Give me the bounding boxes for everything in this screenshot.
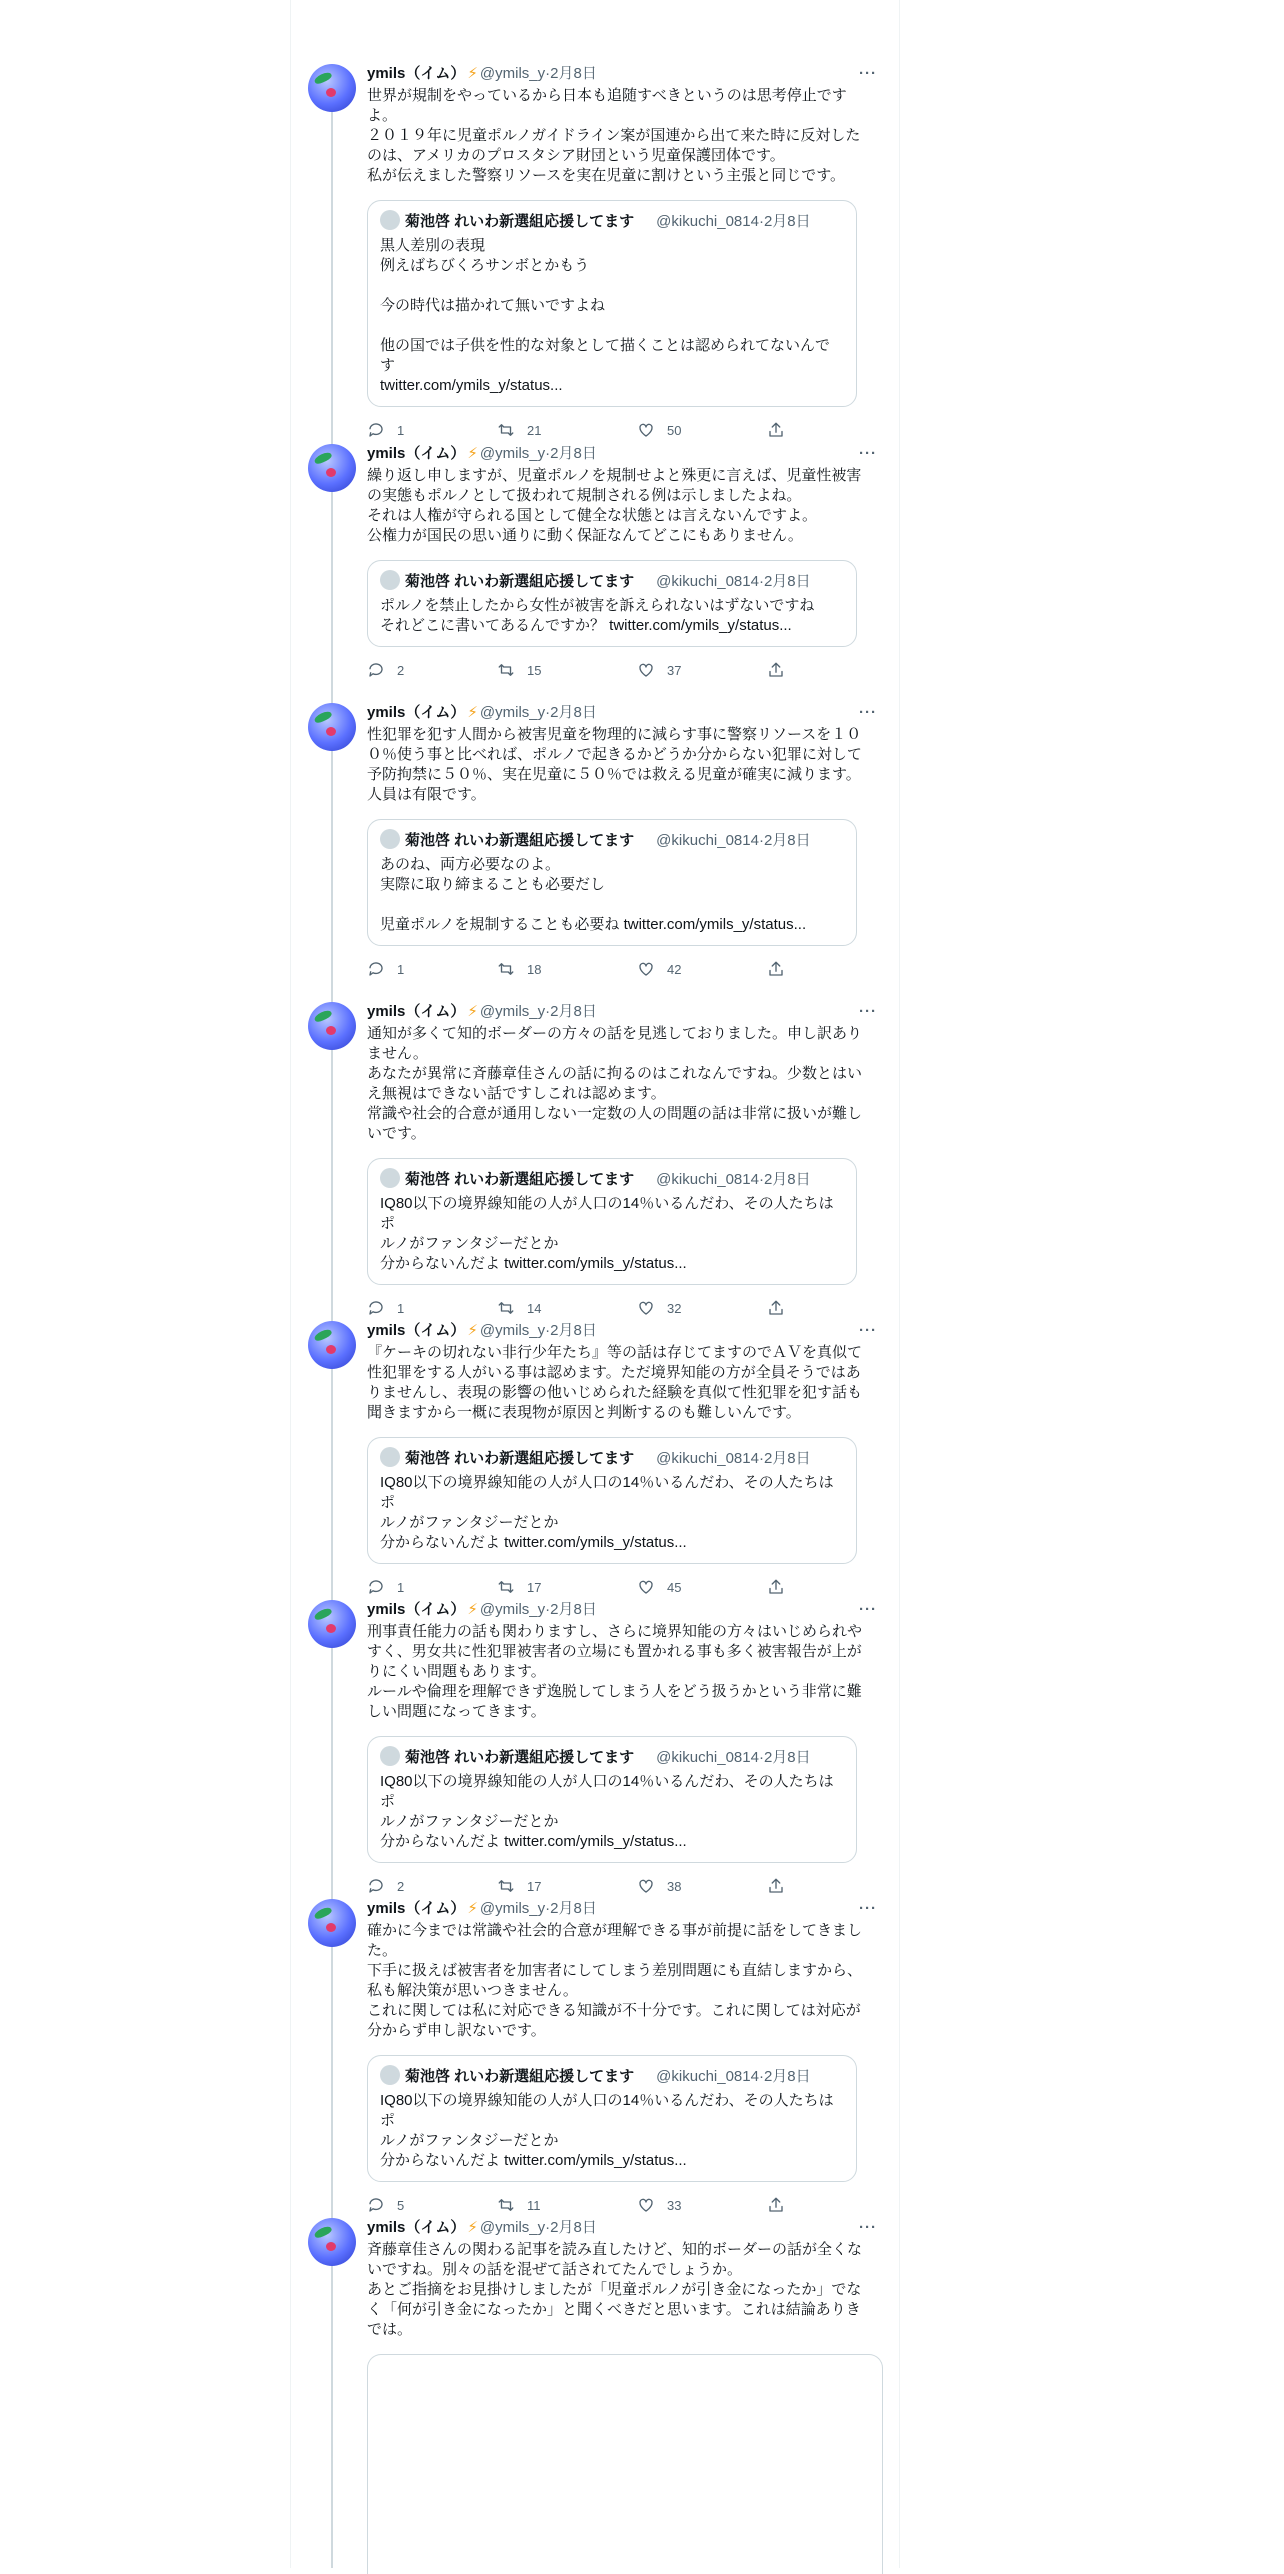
- reply-icon: [367, 1578, 385, 1596]
- like-count: 50: [667, 422, 682, 438]
- quoted-author-handle: @kikuchi_0814: [656, 573, 759, 590]
- tweet-text: 繰り返し申しますが、児童ポルノを規制せよと殊更に言えば、児童性被害 の実態もポルノとして扱われて規制される例は示しましたよね。 それは人権が守られる国として健全な状態とは言えないんですよ。 公権力が国民の思い通りに動く保証なんてどこにもありません。: [367, 467, 862, 544]
- retweet-button[interactable]: [497, 2196, 541, 2214]
- quoted-tweet-date: 2月8日: [763, 832, 811, 849]
- author-name[interactable]: ymils（イム）: [367, 704, 466, 721]
- retweet-count: 15: [527, 662, 542, 678]
- separator-dot: ·: [758, 2068, 764, 2085]
- reply-button[interactable]: [367, 2196, 404, 2214]
- quoted-tweet-header: [380, 2065, 844, 2087]
- tweet-actions: [367, 421, 883, 441]
- like-count: 42: [667, 961, 682, 977]
- more-options-icon[interactable]: ···: [859, 2219, 877, 2236]
- retweet-button[interactable]: [497, 1578, 541, 1596]
- quoted-tweet[interactable]: [367, 1437, 857, 1564]
- quoted-author-name: 菊池啓 れいわ新選組応援してます: [405, 213, 635, 230]
- quoted-tweet-header: [380, 1168, 844, 1190]
- tweet-header: [367, 1600, 883, 1620]
- retweet-count: 18: [527, 961, 542, 977]
- share-icon: [767, 1299, 785, 1317]
- quoted-tweet-date: 2月8日: [763, 213, 811, 230]
- quoted-author-name: 菊池啓 れいわ新選組応援してます: [405, 1171, 635, 1188]
- separator-dot: ·: [758, 1749, 764, 1766]
- like-button[interactable]: [637, 2196, 681, 2214]
- like-button[interactable]: [637, 1299, 681, 1317]
- tweet-text: 世界が規制をやっているから日本も追随すべきというのは思考停止です よ。 ２０１９年に児童ポルノガイドライン案が国連から出て来た時に反対した のは、アメリカのプロスタシア財団という児童保護団体です。 私が伝えました警察リソースを実在児童に割けという主張と同じです。: [367, 87, 861, 184]
- more-options-icon[interactable]: ···: [859, 1003, 877, 1020]
- separator-dot: ·: [758, 1450, 764, 1467]
- heart-icon: [637, 960, 655, 978]
- quoted-author-name: 菊池啓 れいわ新選組応援してます: [405, 1749, 635, 1766]
- retweet-icon: [497, 1299, 515, 1317]
- quoted-tweet-date: 2月8日: [763, 1749, 811, 1766]
- quoted-tweet-date: 2月8日: [763, 1450, 811, 1467]
- retweet-icon: [497, 1877, 515, 1895]
- reply-icon: [367, 1877, 385, 1895]
- author-name[interactable]: ymils（イム）: [367, 1900, 466, 1917]
- quoted-author-handle: @kikuchi_0814: [656, 832, 759, 849]
- heart-icon: [637, 2196, 655, 2214]
- tweet-header: [367, 703, 883, 723]
- reply-count: 1: [397, 1300, 405, 1316]
- share-icon: [767, 1578, 785, 1596]
- quoted-tweet-header: [380, 1746, 844, 1768]
- quoted-tweet-text: あのね、両方必要なのよ。 実際に取り締まることも必要だし 児童ポルノを規制することも必要ね twitter.com/ymils_y/status...: [380, 856, 807, 933]
- reply-button[interactable]: [367, 661, 404, 679]
- media-preview[interactable]: [367, 2354, 883, 2574]
- author-handle[interactable]: @ymils_y: [479, 704, 546, 721]
- author-handle[interactable]: @ymils_y: [479, 445, 546, 462]
- share-icon: [767, 960, 785, 978]
- reply-count: 2: [397, 1878, 405, 1894]
- reply-button[interactable]: [367, 1877, 404, 1895]
- tweet-actions: [367, 1877, 883, 1897]
- bolt-icon: ⚡: [467, 1003, 478, 1020]
- author-handle[interactable]: @ymils_y: [479, 1601, 546, 1618]
- share-button[interactable]: [767, 1877, 797, 1895]
- tweet-date[interactable]: 2月8日: [550, 65, 597, 82]
- tweet-header: [367, 64, 883, 84]
- quoted-author-handle: @kikuchi_0814: [656, 1450, 759, 1467]
- like-button[interactable]: [637, 661, 681, 679]
- like-button[interactable]: [637, 960, 681, 978]
- separator-dot: ·: [545, 1003, 551, 1020]
- author-name[interactable]: ymils（イム）: [367, 1003, 466, 1020]
- more-options-icon[interactable]: ···: [859, 65, 877, 82]
- thread-line: [331, 66, 333, 2568]
- retweet-count: 11: [527, 2197, 541, 2213]
- avatar[interactable]: [308, 64, 356, 112]
- quoted-tweet-text: IQ80以下の境界線知能の人が人口の14％いるんだわ、その人たちはポ ルノがファンタジーだとか 分からないんだよ twitter.com/ymils_y/status...: [380, 1195, 834, 1272]
- like-count: 37: [667, 662, 682, 678]
- quoted-avatar: [380, 570, 400, 590]
- more-options-icon[interactable]: ···: [859, 1601, 877, 1618]
- heart-icon: [637, 1299, 655, 1317]
- quoted-author-handle: @kikuchi_0814: [656, 213, 759, 230]
- like-button[interactable]: [637, 1578, 681, 1596]
- tweet-text: 確かに今までは常識や社会的合意が理解できる事が前提に話をしてきまし た。 下手に扱えば被害者を加害者にしてしまう差別問題にも直結しますから、 私も解決策が思いつきません。 これに関しては私に対応できる知識が不十分です。これに関しては対応が 分からず申し訳ないです。: [367, 1922, 863, 2039]
- like-count: 45: [667, 1579, 682, 1595]
- more-options-icon[interactable]: ···: [859, 1322, 877, 1339]
- quoted-avatar: [380, 1168, 400, 1188]
- reply-count: 1: [397, 422, 405, 438]
- retweet-count: 14: [527, 1300, 542, 1316]
- author-handle[interactable]: @ymils_y: [479, 1900, 546, 1917]
- tweet-text: 『ケーキの切れない非行少年たち』等の話は存じてますのでＡＶを真似て 性犯罪をする人がいる事は認めます。ただ境界知能の方が全員そうではあ りませんし、表現の影響の他いじめられた経験を真似て性犯罪を犯す話も 聞きますから一概に表現物が原因と判断するのも難しいんです。: [367, 1344, 863, 1421]
- more-options-icon[interactable]: ···: [859, 704, 877, 721]
- author-handle[interactable]: @ymils_y: [479, 2219, 546, 2236]
- quoted-author-name: 菊池啓 れいわ新選組応援してます: [405, 832, 635, 849]
- reply-icon: [367, 1299, 385, 1317]
- quoted-author-handle: @kikuchi_0814: [656, 2068, 759, 2085]
- retweet-button[interactable]: [497, 421, 541, 439]
- tweet-header: [367, 1321, 883, 1341]
- tweet-actions: [367, 2196, 883, 2216]
- bolt-icon: ⚡: [467, 1601, 478, 1618]
- retweet-icon: [497, 421, 515, 439]
- tweet-date[interactable]: 2月8日: [550, 704, 597, 721]
- avatar[interactable]: [308, 1899, 356, 1947]
- quoted-avatar: [380, 210, 400, 230]
- quoted-avatar: [380, 829, 400, 849]
- quoted-tweet[interactable]: [367, 1158, 857, 1285]
- author-name[interactable]: ymils（イム）: [367, 1601, 466, 1618]
- quoted-avatar: [380, 2065, 400, 2085]
- quoted-tweet-header: [380, 829, 844, 851]
- tweet-date[interactable]: 2月8日: [550, 1003, 597, 1020]
- more-options-icon[interactable]: ···: [859, 445, 877, 462]
- tweet-date[interactable]: 2月8日: [550, 1900, 597, 1917]
- like-button[interactable]: [637, 1877, 681, 1895]
- bolt-icon: ⚡: [467, 65, 478, 82]
- tweet-header: [367, 2218, 883, 2238]
- tweet-header: [367, 1002, 883, 1022]
- tweet-header: [367, 444, 883, 464]
- share-button[interactable]: [767, 2196, 797, 2214]
- separator-dot: ·: [545, 1322, 551, 1339]
- retweet-count: 17: [527, 1878, 542, 1894]
- separator-dot: ·: [545, 445, 551, 462]
- retweet-icon: [497, 2196, 515, 2214]
- quoted-avatar: [380, 1447, 400, 1467]
- author-handle[interactable]: @ymils_y: [479, 1322, 546, 1339]
- retweet-icon: [497, 960, 515, 978]
- reply-button[interactable]: [367, 421, 404, 439]
- quoted-author-handle: @kikuchi_0814: [656, 1171, 759, 1188]
- quoted-tweet[interactable]: [367, 560, 857, 647]
- quoted-tweet-header: [380, 210, 844, 232]
- bolt-icon: ⚡: [467, 2219, 478, 2236]
- heart-icon: [637, 1578, 655, 1596]
- reply-count: 1: [397, 1579, 405, 1595]
- separator-dot: ·: [545, 1900, 551, 1917]
- reply-icon: [367, 661, 385, 679]
- tweet-date[interactable]: 2月8日: [550, 1601, 597, 1618]
- quoted-avatar: [380, 1746, 400, 1766]
- tweet-text: 斉藤章佳さんの関わる記事を読み直したけど、知的ボーダーの話が全くな いですね。別々の話を混ぜて話されてたんでしょうか。 あとご指摘をお見掛けしましたが「児童ポルノが引き金になったか」でな く「何が引き金になったか」と聞くべきだと思います。これは結論ありき では。: [367, 2241, 863, 2338]
- retweet-icon: [497, 1578, 515, 1596]
- share-button[interactable]: [767, 421, 797, 439]
- quoted-tweet-header: [380, 1447, 844, 1469]
- author-name[interactable]: ymils（イム）: [367, 65, 466, 82]
- avatar[interactable]: [308, 444, 356, 492]
- retweet-button[interactable]: [497, 1877, 541, 1895]
- avatar[interactable]: [308, 1321, 356, 1369]
- avatar[interactable]: [308, 2218, 356, 2266]
- share-icon: [767, 1877, 785, 1895]
- tweet-date[interactable]: 2月8日: [550, 1322, 597, 1339]
- share-button[interactable]: [767, 1299, 797, 1317]
- heart-icon: [637, 1877, 655, 1895]
- like-count: 38: [667, 1878, 682, 1894]
- heart-icon: [637, 661, 655, 679]
- quoted-tweet-date: 2月8日: [763, 1171, 811, 1188]
- tweet-actions: [367, 1578, 883, 1598]
- retweet-count: 21: [527, 422, 542, 438]
- separator-dot: ·: [545, 2219, 551, 2236]
- author-name[interactable]: ymils（イム）: [367, 1322, 466, 1339]
- separator-dot: ·: [758, 1171, 764, 1188]
- author-name[interactable]: ymils（イム）: [367, 445, 466, 462]
- quoted-tweet[interactable]: [367, 819, 857, 946]
- reply-count: 2: [397, 662, 405, 678]
- bolt-icon: ⚡: [467, 1322, 478, 1339]
- tweet-date[interactable]: 2月8日: [550, 2219, 597, 2236]
- tweet-actions: [367, 960, 883, 980]
- tweet-header: [367, 1899, 883, 1919]
- reply-button[interactable]: [367, 1299, 404, 1317]
- author-handle[interactable]: @ymils_y: [479, 65, 546, 82]
- like-count: 33: [667, 2197, 682, 2213]
- share-button[interactable]: [767, 661, 797, 679]
- tweet-actions: [367, 1299, 883, 1319]
- bolt-icon: ⚡: [467, 1900, 478, 1917]
- quoted-tweet[interactable]: [367, 2055, 857, 2182]
- tweet-text: 性犯罪を犯す人間から被害児童を物理的に減らす事に警察リソースを１０ ０％使う事と比べれば、ポルノで起きるかどうか分からない犯罪に対して 予防拘禁に５０％、実在児童に５０％では救える児童が確実に減ります。 人員は有限です。: [367, 726, 862, 803]
- quoted-tweet-text: IQ80以下の境界線知能の人が人口の14％いるんだわ、その人たちはポ ルノがファンタジーだとか 分からないんだよ twitter.com/ymils_y/status...: [380, 2092, 834, 2169]
- quoted-tweet-text: 黒人差別の表現 例えばちびくろサンボとかもう 今の時代は描かれて無いですよね 他の国では子供を性的な対象として描くことは認められてないんです twitter.com/ymils_y/status...: [380, 237, 831, 394]
- tweet-text: 刑事責任能力の話も関わりますし、さらに境界知能の方々はいじめられや すく、男女共に性犯罪被害者の立場にも置かれる事も多く被害報告が上が りにくい問題もあります。 ルールや倫理を理解できず逸脱してしまう人をどう扱うかという非常に難 しい問題になってきます。: [367, 1623, 863, 1720]
- tweet-date[interactable]: 2月8日: [550, 445, 597, 462]
- separator-dot: ·: [758, 213, 764, 230]
- reply-icon: [367, 2196, 385, 2214]
- quoted-tweet-text: IQ80以下の境界線知能の人が人口の14％いるんだわ、その人たちはポ ルノがファンタジーだとか 分からないんだよ twitter.com/ymils_y/status...: [380, 1474, 834, 1551]
- like-button[interactable]: [637, 421, 681, 439]
- share-icon: [767, 2196, 785, 2214]
- quoted-tweet-header: [380, 570, 844, 592]
- bolt-icon: ⚡: [467, 445, 478, 462]
- separator-dot: ·: [545, 65, 551, 82]
- avatar[interactable]: [308, 1600, 356, 1648]
- separator-dot: ·: [758, 573, 764, 590]
- retweet-icon: [497, 661, 515, 679]
- bolt-icon: ⚡: [467, 704, 478, 721]
- share-button[interactable]: [767, 960, 797, 978]
- share-icon: [767, 661, 785, 679]
- reply-icon: [367, 960, 385, 978]
- author-name[interactable]: ymils（イム）: [367, 2219, 466, 2236]
- author-handle[interactable]: @ymils_y: [479, 1003, 546, 1020]
- quoted-tweet-text: IQ80以下の境界線知能の人が人口の14％いるんだわ、その人たちはポ ルノがファンタジーだとか 分からないんだよ twitter.com/ymils_y/status...: [380, 1773, 834, 1850]
- reply-count: 1: [397, 961, 405, 977]
- reply-button[interactable]: [367, 960, 404, 978]
- avatar[interactable]: [308, 703, 356, 751]
- tweet-text: 通知が多くて知的ボーダーの方々の話を見逃しておりました。申し訳あり ません。 あなたが異常に斉藤章佳さんの話に拘るのはこれなんですね。少数とはい え無視はできない話ですしこれは認めます。 常識や社会的合意が通用しない一定数の人の問題の話は非常に扱いが難し いです。: [367, 1025, 863, 1142]
- retweet-button[interactable]: [497, 661, 541, 679]
- quoted-author-name: 菊池啓 れいわ新選組応援してます: [405, 1450, 635, 1467]
- share-icon: [767, 421, 785, 439]
- tweet-actions: [367, 661, 883, 681]
- quoted-tweet-date: 2月8日: [763, 573, 811, 590]
- avatar[interactable]: [308, 1002, 356, 1050]
- quoted-tweet-text: ポルノを禁止したから女性が被害を訴えられないはずないですね それどこに書いてあるんですか？ twitter.com/ymils_y/status...: [380, 597, 815, 634]
- quoted-author-handle: @kikuchi_0814: [656, 1749, 759, 1766]
- separator-dot: ·: [545, 704, 551, 721]
- heart-icon: [637, 421, 655, 439]
- reply-button[interactable]: [367, 1578, 404, 1596]
- retweet-button[interactable]: [497, 960, 541, 978]
- share-button[interactable]: [767, 1578, 797, 1596]
- like-count: 32: [667, 1300, 682, 1316]
- timeline: [290, 0, 900, 2568]
- quoted-tweet[interactable]: [367, 200, 857, 407]
- reply-count: 5: [397, 2197, 405, 2213]
- separator-dot: ·: [758, 832, 764, 849]
- quoted-tweet[interactable]: [367, 1736, 857, 1863]
- quoted-author-name: 菊池啓 れいわ新選組応援してます: [405, 573, 635, 590]
- quoted-author-name: 菊池啓 れいわ新選組応援してます: [405, 2068, 635, 2085]
- retweet-button[interactable]: [497, 1299, 541, 1317]
- more-options-icon[interactable]: ···: [859, 1900, 877, 1917]
- retweet-count: 17: [527, 1579, 542, 1595]
- quoted-tweet-date: 2月8日: [763, 2068, 811, 2085]
- separator-dot: ·: [545, 1601, 551, 1618]
- reply-icon: [367, 421, 385, 439]
